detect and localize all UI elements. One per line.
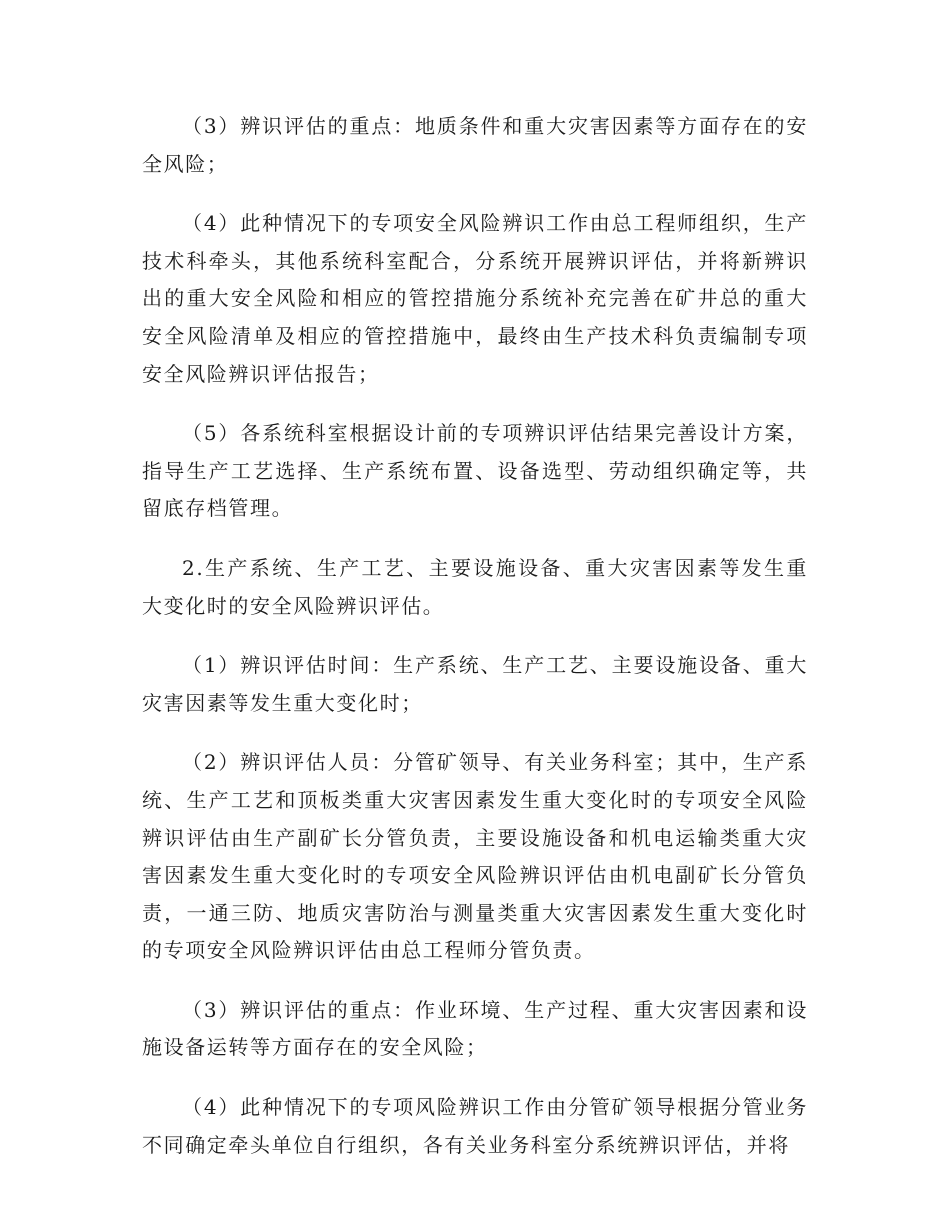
- paragraph-assessment-time: （1）辨识评估时间：生产系统、生产工艺、主要设施设备、重大灾害因素等发生重大变化时；: [142, 653, 808, 715]
- paragraph-key-points-geology: （3）辨识评估的重点：地质条件和重大灾害因素等方面存在的安全风险；: [142, 114, 808, 176]
- document-body: [142, 108, 808, 1186]
- section-heading-major-change: 2.生产系统、生产工艺、主要设施设备、重大灾害因素等发生重大变化时的安全风险辨识评估。: [142, 555, 808, 618]
- paragraph-organization-chief-engineer: （4）此种情况下的专项安全风险辨识工作由总工程师组织，生产技术科牵头，其他系统科室配合，分系统开展辨识评估，并将新辨识出的重大安全风险和相应的管控措施分系统补充完善在矿井总的重大安全风险清单及相应的管控措施中，最终由生产技术科负责编制专项安全风险辨识评估报告；: [142, 211, 808, 386]
- paragraph-assessment-personnel: （2）辨识评估人员：分管矿领导、有关业务科室；其中，生产系统、生产工艺和顶板类重大灾害因素发生重大变化时的专项安全风险辨识评估由生产副矿长分管负责，主要设施设备和机电运输类重大灾害因素发生重大变化时的专项安全风险辨识评估由机电副矿长分管负责，一通三防、地质灾害防治与测量类重大灾害因素发生重大变化时的专项安全风险辨识评估由总工程师分管负责。: [142, 750, 808, 963]
- paragraph-key-points-environment: （3）辨识评估的重点：作业环境、生产过程、重大灾害因素和设施设备运转等方面存在的安全风险；: [142, 997, 808, 1060]
- paragraph-design-improvement: （5）各系统科室根据设计前的专项辨识评估结果完善设计方案，指导生产工艺选择、生产系统布置、设备选型、劳动组织确定等，共留底存档管理。: [142, 421, 808, 521]
- paragraph-risk-identification-work: （4）此种情况下的专项风险辨识工作由分管矿领导根据分管业务不同确定牵头单位自行组织，各有关业务科室分系统辨识评估，并将: [142, 1095, 808, 1157]
